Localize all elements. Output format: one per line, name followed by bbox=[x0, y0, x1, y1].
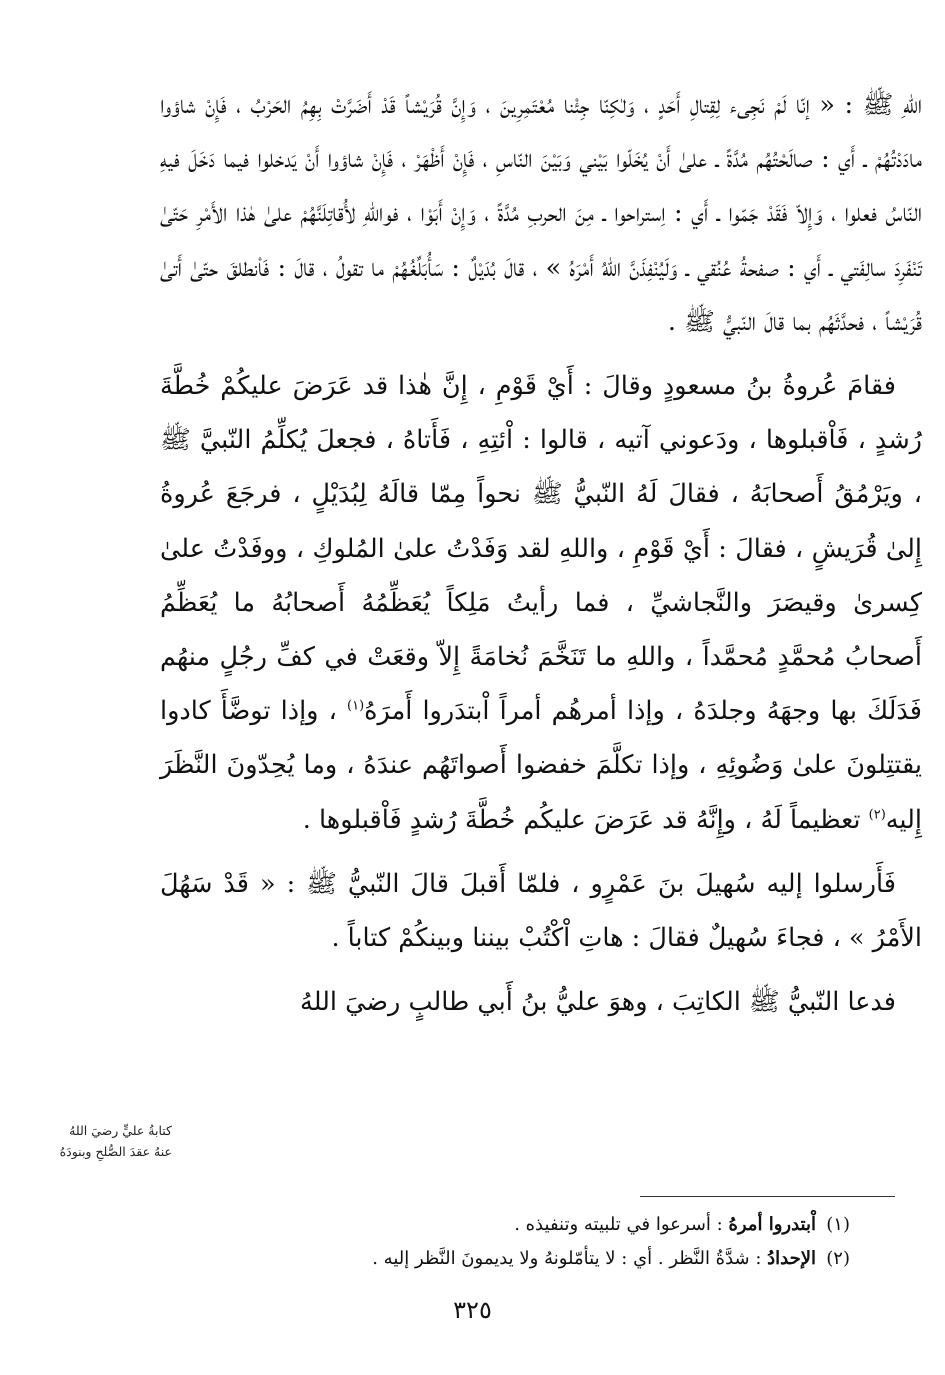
paragraph-2-part-b: ، وإذا توضَّأَ كادوا يقتتِلونَ علىٰ وَضُوئِهِ ، وإذا تكلَّمَ خفضوا أَصواتَهُم عندَهُ ، وما يُحِدّونَ النَّظَرَ إِليه bbox=[160, 696, 922, 835]
footnotes bbox=[160, 1208, 850, 1276]
paragraph-2-part-a: فقامَ عُروةُ بنُ مسعودٍ وقالَ : أَيْ قَوْمِ ، إِنَّ هٰذا قد عَرَضَ عليكُمْ خُطَّةَ رُشدٍ ، فَاْقبلوها ، ودَعوني آتيه ، قالوا : اْئتِهِ ، فَأَتاهُ ، فجعلَ يُكلِّمُ النّبيَّ ﷺ ، ويَرْمُقُ أَصحابَهُ ، فقالَ لَهُ النّبيُّ ﷺ نحواً مِمّا قالَهُ لِبُدَيْلٍ ، فرجَعَ عُروةُ إِلىٰ قُرَيشٍ ، فقالَ : أَيْ قَوْمِ ، واللهِ لقد وَفَدْتُ علىٰ المُلوكِ ، ووفَدْتُ علىٰ كِسرىٰ وقيصَرَ والنَّجاشيِّ ، فما رأيتُ مَلِكاً يُعَظِّمُهُ أَصحابُهُ ما يُعَظِّمُ أَصحابُ مُحمَّدٍ مُحمَّداً ، واللهِ ما تَنَخَّمَ نُخامَةً إِلاّ وقعَتْ في كفِّ رجُلٍ منهُم فَدَلَكَ بها وجهَهُ وجلدَهُ ، وإذا أمرهُم أمراً اْبتدَروا أَمرَهُ bbox=[160, 371, 922, 727]
paragraph-1: اللهِ ﷺ : « إنّا لَمْ نَجِىء لِقِتالِ أَحَدٍ ، وَلٰكِنّا جِئْنا مُعْتَمِرِينَ ، وَإِنَّ قُرَيْشاً قَدْ أَضَرَّتْ بِهِمُ الحَرْبُ ، فَإِنْ شاؤوا مادَدْتُهُمْ ـ أَي : صالَحْتُهُم مُدَّةً ـ علىٰ أَنْ يُخَلّوا بَيْني وَبَيْنَ النّاسِ ، فَإِنْ أَظْهَرْ ، فَإِنْ شاؤوا أَنْ يَدخلوا فيما دَخَلَ فيهِ النّاسُ فعلوا ، وَإِلاّ فَقَدْ جَمّوا ـ أَي : اِستراحوا ـ مِنَ الحربِ مُدَّةً ، وَإِنْ أَبَوْا ، فواللهِ لأُقاتِلَنَّهُمْ علىٰ هٰذا الأَمْرِ حَتّىٰ تَنْفَرِدَ سالِفَتي ـ أَي : صفحةُ عُنُقي ـ وَلَيُنْفِذَنَّ اللهُ أَمْرَهُ » ، قالَ بُدَيْلٌ : سَأُبَلِّغُهُمْ ما تقولُ ، قالَ : فَاْنطلقَ حتّىٰ أَتىٰ قُرَيْشاً ، فحدَّثَهُم بما قالَ النّبيُّ ﷺ . bbox=[160, 90, 922, 337]
footnote-2-number: (٢) bbox=[826, 1248, 850, 1269]
page-number: ٣٢٥ bbox=[453, 1296, 492, 1324]
main-text bbox=[160, 78, 922, 1029]
footnote-1 bbox=[160, 1208, 850, 1242]
margin-note-line-1: كتابةُ عليٍّ رضيَ اللهُ bbox=[69, 1123, 172, 1138]
footnote-1-text: : أسرعوا في تلبيته وتنفيذه . bbox=[514, 1214, 729, 1235]
footnote-2 bbox=[160, 1242, 850, 1276]
footnote-1-number: (١) bbox=[826, 1214, 850, 1235]
paragraph-3: فَأَرسلوا إليه سُهيلَ بنَ عَمْرٍو ، فلمّا أَقبلَ قالَ النّبيُّ ﷺ : « قَدْ سَهُلَ الأَمْرُ » ، فجاءَ سُهيلٌ فقالَ : هاتِ اْكْتُبْ بيننا وبينكُمْ كتاباً . bbox=[160, 868, 922, 954]
footnote-ref-1[interactable]: (١) bbox=[347, 698, 365, 714]
paragraph-2-part-c: تعظيماً لَهُ ، وإِنَّهُ قد عَرَضَ عليكُم خُطَّةَ رُشدٍ فَاْقبلوها . bbox=[302, 804, 869, 835]
footnote-2-text: : شدَّةُ النَّظر . أي : لا يتأمّلونهُ ولا يديمونَ النَّظر إليه . bbox=[372, 1248, 768, 1269]
footnote-ref-2[interactable]: (٢) bbox=[868, 807, 886, 823]
footnote-2-term: الإحدادُ bbox=[767, 1248, 816, 1269]
footnote-1-term: اْبتدروا أمرهُ bbox=[728, 1214, 816, 1235]
margin-note-line-2: عنهُ عقدَ الصُّلحِ وبنودَهُ bbox=[59, 1144, 172, 1159]
footnote-divider bbox=[640, 1196, 895, 1197]
margin-note bbox=[12, 1120, 172, 1162]
paragraph-4: فدعا النّبيُّ ﷺ الكاتِبَ ، وهوَ عليُّ بنُ أَبي طالبٍ رضيَ اللهُ bbox=[300, 987, 896, 1018]
paragraph-2 bbox=[160, 359, 922, 847]
